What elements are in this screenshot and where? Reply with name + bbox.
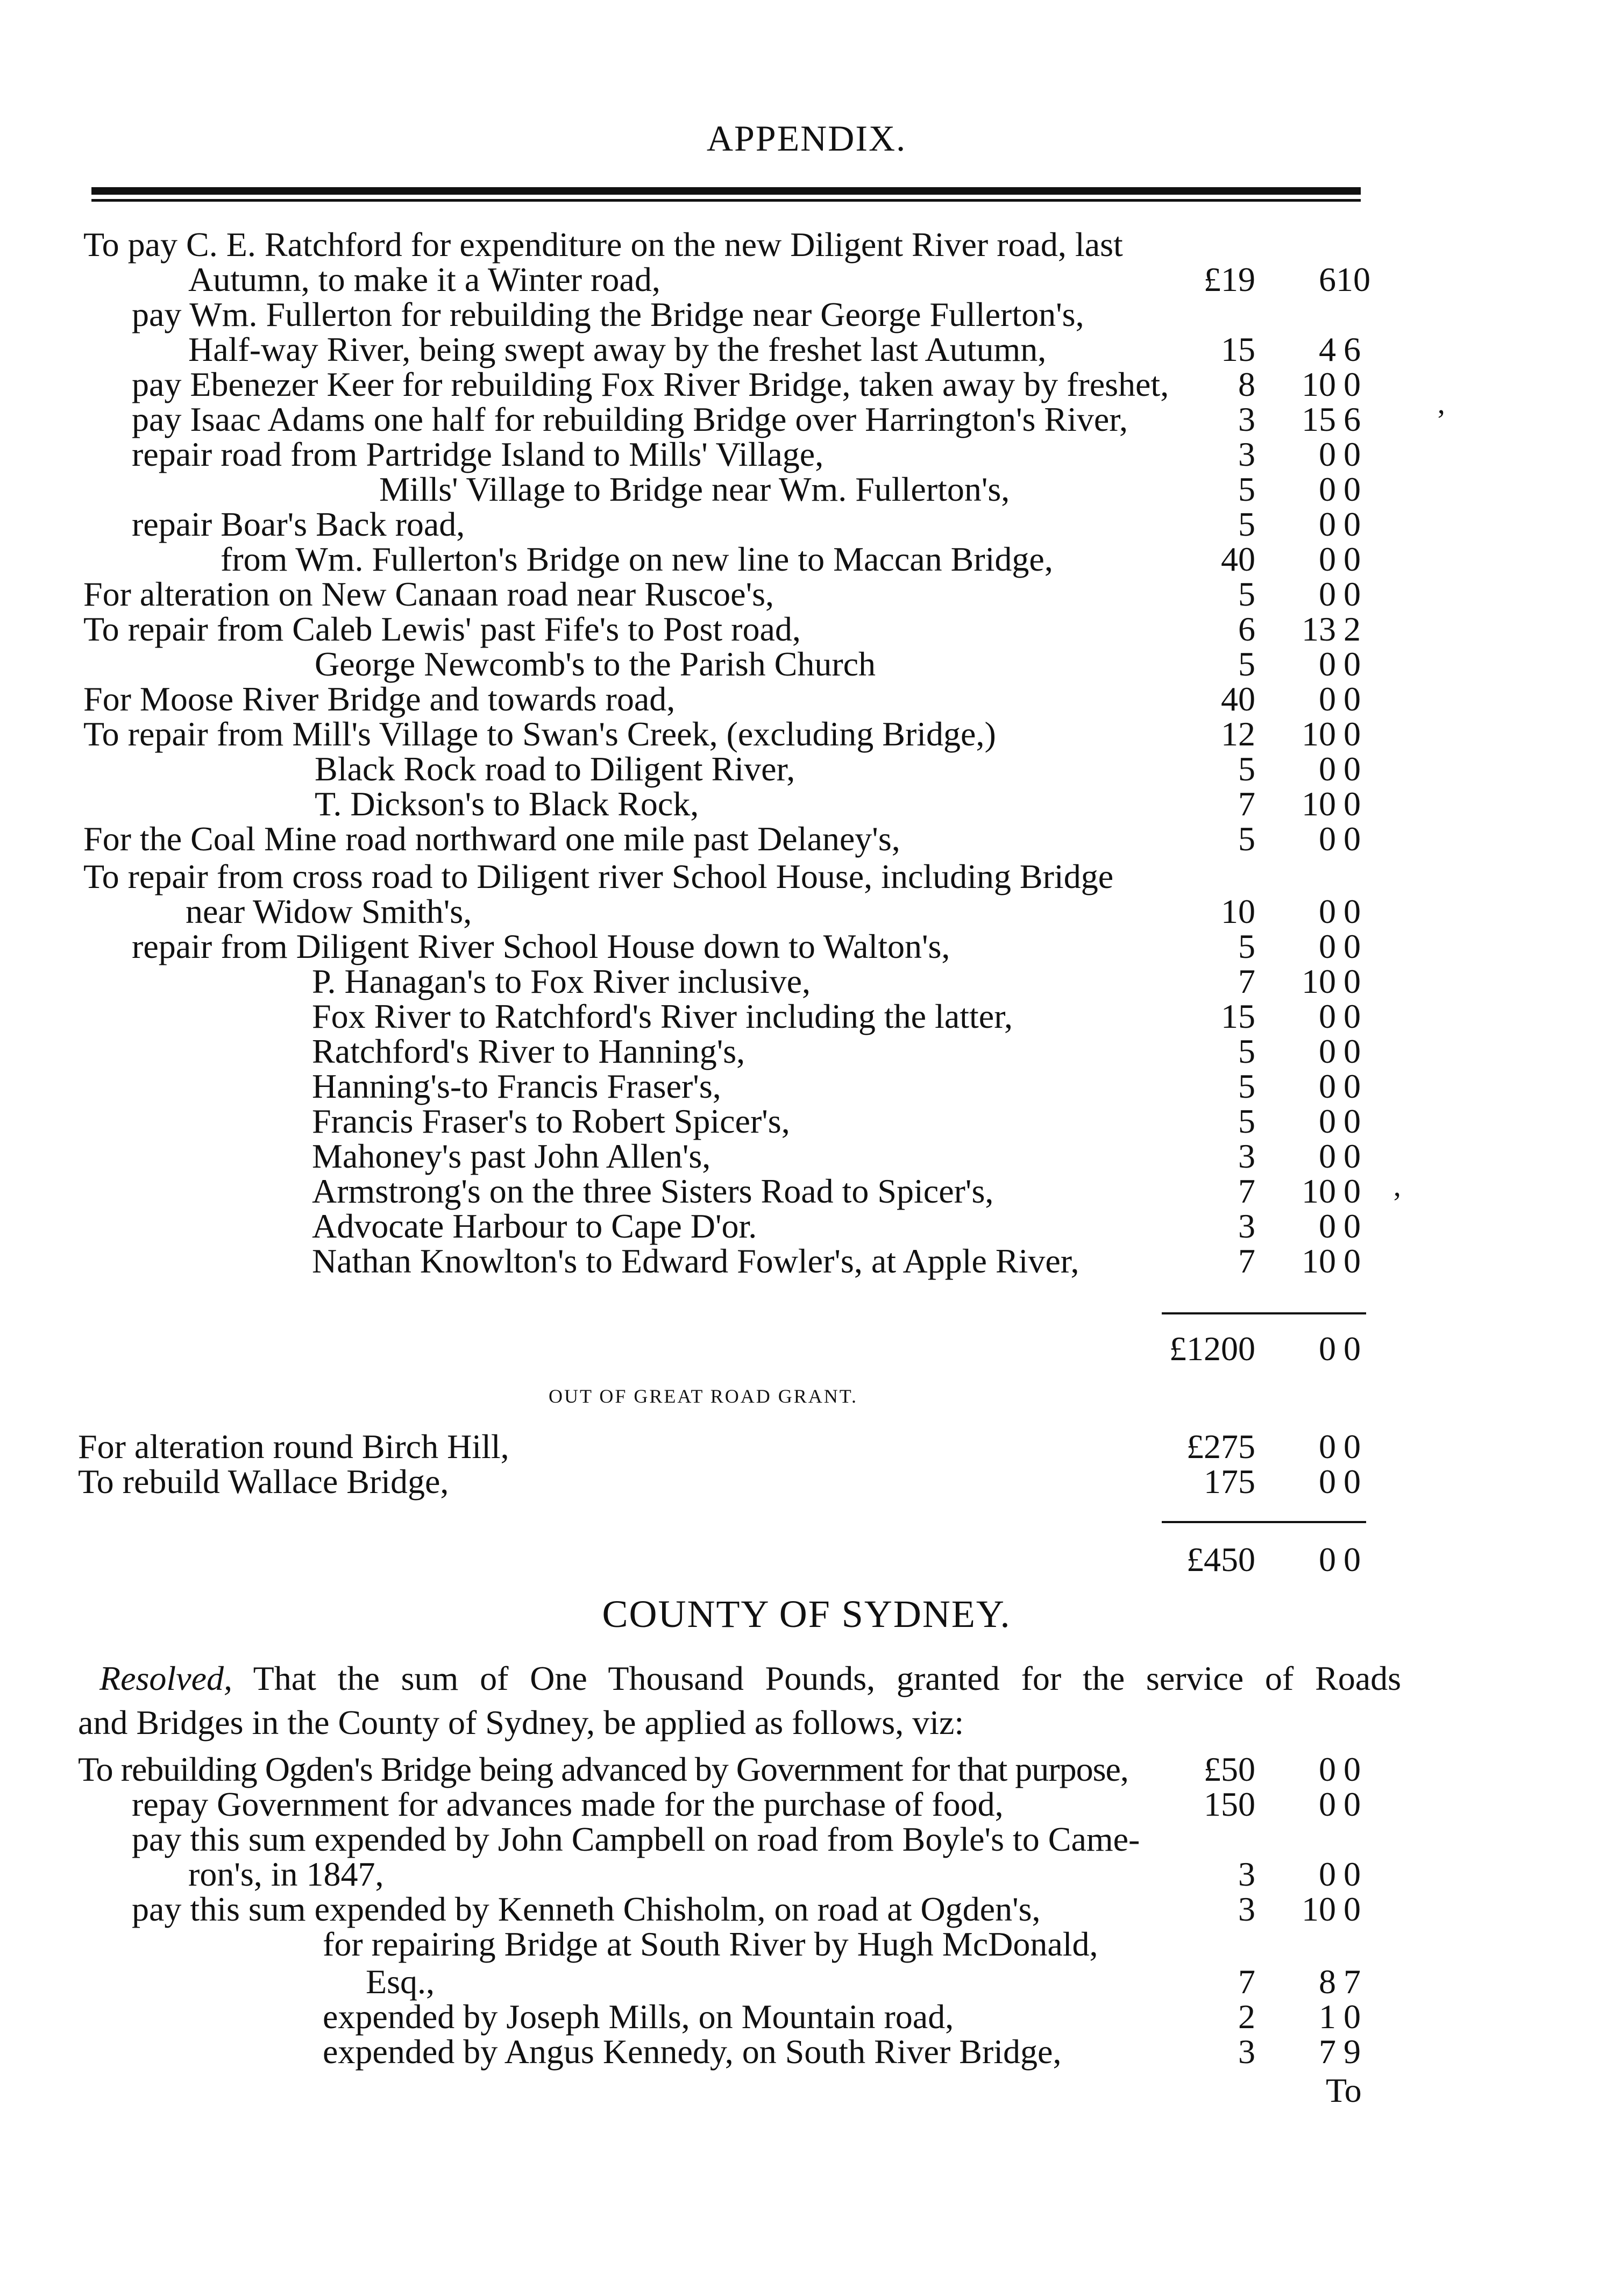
total-pounds: £450	[1186, 1540, 1255, 1579]
entry-label: for repairing Bridge at South River by Hugh McDonald,	[323, 1925, 1098, 1963]
entry-row	[0, 1240, 1613, 1283]
entry-label: pay this sum expended by John Campbell on road from Boyle's to Came-	[132, 1820, 1140, 1858]
amount-shillings: 10	[1302, 1242, 1336, 1280]
amount-pence: 0	[1344, 1998, 1361, 2036]
amount-pence: 0	[1344, 1067, 1361, 1105]
amount-pence: 0	[1344, 1750, 1361, 1788]
amount-pounds: 7	[1238, 1963, 1255, 2001]
margin-mark: ’	[1436, 404, 1446, 437]
amount-pounds: 175	[1204, 1462, 1255, 1501]
amount-pence: 0	[1344, 1172, 1361, 1210]
amount-pence: 0	[1344, 997, 1361, 1035]
amount-shillings: 0	[1319, 505, 1336, 543]
amount-pence: 0	[1344, 540, 1361, 578]
entry-label: pay this sum expended by Kenneth Chisholm, on road at Ogden's,	[132, 1890, 1041, 1928]
entry-label: from Wm. Fullerton's Bridge on new line to Maccan Bridge,	[221, 540, 1053, 578]
total-pence: 0	[1344, 1330, 1361, 1368]
entry-label: Esq.,	[366, 1963, 435, 2001]
amount-pounds: £275	[1186, 1427, 1255, 1466]
amount-pounds: 5	[1238, 645, 1255, 683]
amount-shillings: 0	[1319, 1462, 1336, 1501]
sum-rule	[1162, 1521, 1366, 1523]
amount-pounds: 3	[1238, 1890, 1255, 1928]
amount-pence: 0	[1344, 750, 1361, 788]
amount-pounds: 3	[1238, 1137, 1255, 1175]
amount-pence: 0	[1344, 820, 1361, 858]
amount-shillings: 6	[1319, 260, 1336, 298]
entry-label: pay Ebenezer Keer for rebuilding Fox River Bridge, taken away by freshet,	[132, 365, 1169, 403]
amount-shillings: 13	[1302, 610, 1336, 648]
entry-label: Advocate Harbour to Cape D'or.	[312, 1207, 757, 1245]
amount-pounds: 2	[1238, 1998, 1255, 2036]
margin-mark: ’	[1392, 1186, 1402, 1220]
county-heading: COUNTY OF SYDNEY.	[602, 1593, 1011, 1636]
amount-shillings: 10	[1302, 1890, 1336, 1928]
amount-pence: 0	[1344, 1137, 1361, 1175]
amount-pounds: £50	[1204, 1750, 1255, 1788]
amount-shillings: 0	[1319, 1067, 1336, 1105]
amount-pounds: 3	[1238, 1207, 1255, 1245]
entry-label: Autumn, to make it a Winter road,	[188, 260, 660, 298]
amount-pence: 0	[1344, 1242, 1361, 1280]
amount-pence: 0	[1344, 470, 1361, 508]
entry-label: To rebuild Wallace Bridge,	[78, 1462, 449, 1501]
entry-label: repair from Diligent River School House down to Walton's,	[132, 927, 950, 965]
entry-label: ron's, in 1847,	[188, 1855, 384, 1893]
amount-pence: 0	[1344, 715, 1361, 753]
catchword: To	[1326, 2071, 1362, 2109]
amount-pounds: 5	[1238, 927, 1255, 965]
amount-pounds: 5	[1238, 470, 1255, 508]
amount-pounds: 150	[1204, 1785, 1255, 1823]
amount-shillings: 0	[1319, 927, 1336, 965]
amount-shillings: 0	[1319, 1785, 1336, 1823]
amount-shillings: 0	[1319, 997, 1336, 1035]
entry-label: Fox River to Ratchford's River including the latter,	[312, 997, 1013, 1035]
amount-pounds: 6	[1238, 610, 1255, 648]
amount-pounds: 7	[1238, 962, 1255, 1000]
amount-shillings: 0	[1319, 1427, 1336, 1466]
total-pence: 0	[1344, 1540, 1361, 1579]
resolved-word: Resolved,	[100, 1659, 232, 1697]
amount-pence: 0	[1344, 645, 1361, 683]
total-shillings: 0	[1319, 1540, 1336, 1579]
amount-pence: 0	[1344, 785, 1361, 823]
amount-shillings: 0	[1319, 1032, 1336, 1070]
amount-shillings: 0	[1319, 540, 1336, 578]
entry-label: Half-way River, being swept away by the freshet last Autumn,	[188, 330, 1047, 368]
entry-label: pay Wm. Fullerton for rebuilding the Bridge near George Fullerton's,	[132, 295, 1084, 333]
amount-pounds: 3	[1238, 435, 1255, 473]
amount-shillings: 7	[1319, 2032, 1336, 2071]
amount-pounds: 15	[1221, 330, 1255, 368]
entry-row	[0, 1460, 1613, 1503]
entry-label: repair road from Partridge Island to Mills' Village,	[132, 435, 824, 473]
amount-pounds: 7	[1238, 785, 1255, 823]
entry-label: Armstrong's on the three Sisters Road to Spicer's,	[312, 1172, 994, 1210]
entry-label: To repair from cross road to Diligent river School House, including Bridge	[83, 857, 1114, 895]
amount-shillings: 0	[1319, 1102, 1336, 1140]
entry-label: To rebuilding Ogden's Bridge being advanced by Government for that purpose,	[78, 1750, 1128, 1788]
total-row	[0, 1327, 1613, 1370]
total-pounds: £1200	[1169, 1330, 1255, 1368]
total-row	[0, 1538, 1613, 1581]
amount-shillings: 0	[1319, 1750, 1336, 1788]
page-title: APPENDIX.	[706, 118, 907, 159]
amount-pence: 10	[1336, 260, 1370, 298]
entry-label: near Widow Smith's,	[186, 892, 472, 930]
amount-pounds: 40	[1221, 680, 1255, 718]
entry-label: expended by Joseph Mills, on Mountain road,	[323, 1998, 954, 2036]
amount-pounds: 15	[1221, 997, 1255, 1035]
amount-pence: 2	[1344, 610, 1361, 648]
resolution-line-1	[78, 1657, 1401, 1701]
title-rule-thin	[91, 199, 1361, 202]
section-subheading: OUT OF GREAT ROAD GRANT.	[549, 1385, 858, 1407]
amount-pence: 0	[1344, 1785, 1361, 1823]
amount-pence: 0	[1344, 680, 1361, 718]
title-rule-thick	[91, 187, 1361, 195]
entry-label: Francis Fraser's to Robert Spicer's,	[312, 1102, 790, 1140]
amount-pounds: 12	[1221, 715, 1255, 753]
resolution-text-2: and Bridges in the County of Sydney, be applied as follows, viz:	[78, 1703, 964, 1741]
amount-shillings: 0	[1319, 1137, 1336, 1175]
entry-label: For alteration on New Canaan road near Ruscoe's,	[83, 575, 774, 613]
entry-label: T. Dickson's to Black Rock,	[315, 785, 699, 823]
entry-label: Mills' Village to Bridge near Wm. Fullerton's,	[379, 470, 1010, 508]
amount-shillings: 10	[1302, 715, 1336, 753]
entry-label: Black Rock road to Diligent River,	[315, 750, 795, 788]
amount-shillings: 0	[1319, 435, 1336, 473]
amount-pence: 7	[1344, 1963, 1361, 2001]
amount-pence: 0	[1344, 1032, 1361, 1070]
amount-pounds: 5	[1238, 750, 1255, 788]
amount-pence: 0	[1344, 927, 1361, 965]
amount-pounds: 8	[1238, 365, 1255, 403]
amount-shillings: 0	[1319, 645, 1336, 683]
resolution-text-1: That the sum of One Thousand Pounds, granted for the service of Roads	[253, 1659, 1402, 1697]
entry-label: Hanning's-to Francis Fraser's,	[312, 1067, 721, 1105]
amount-pounds: £19	[1204, 260, 1255, 298]
amount-pounds: 3	[1238, 400, 1255, 438]
amount-shillings: 0	[1319, 1207, 1336, 1245]
amount-shillings: 0	[1319, 892, 1336, 930]
entry-label: Mahoney's past John Allen's,	[312, 1137, 711, 1175]
amount-shillings: 8	[1319, 1963, 1336, 2001]
amount-shillings: 0	[1319, 575, 1336, 613]
amount-pence: 0	[1344, 575, 1361, 613]
amount-pounds: 3	[1238, 1855, 1255, 1893]
entry-label: For Moose River Bridge and towards road,	[83, 680, 676, 718]
amount-pounds: 3	[1238, 2032, 1255, 2071]
amount-pence: 6	[1344, 330, 1361, 368]
entry-label: expended by Angus Kennedy, on South River Bridge,	[323, 2032, 1062, 2071]
amount-shillings: 4	[1319, 330, 1336, 368]
amount-pence: 6	[1344, 400, 1361, 438]
amount-pence: 0	[1344, 435, 1361, 473]
amount-shillings: 10	[1302, 962, 1336, 1000]
amount-shillings: 0	[1319, 470, 1336, 508]
amount-shillings: 1	[1319, 1998, 1336, 2036]
entry-label: Nathan Knowlton's to Edward Fowler's, at Apple River,	[312, 1242, 1079, 1280]
amount-shillings: 0	[1319, 1855, 1336, 1893]
amount-pounds: 5	[1238, 820, 1255, 858]
total-shillings: 0	[1319, 1330, 1336, 1368]
amount-shillings: 10	[1302, 785, 1336, 823]
entry-label: For alteration round Birch Hill,	[78, 1427, 509, 1466]
amount-shillings: 10	[1302, 1172, 1336, 1210]
amount-pounds: 10	[1221, 892, 1255, 930]
amount-pence: 0	[1344, 1462, 1361, 1501]
resolution-line-2	[78, 1701, 1401, 1745]
sum-rule	[1162, 1312, 1366, 1314]
entry-label: For the Coal Mine road northward one mile past Delaney's,	[83, 820, 900, 858]
amount-pence: 0	[1344, 1102, 1361, 1140]
entry-row	[0, 818, 1613, 861]
amount-pounds: 5	[1238, 505, 1255, 543]
entry-label: repay Government for advances made for the purchase of food,	[132, 1785, 1004, 1823]
amount-pence: 0	[1344, 1207, 1361, 1245]
amount-pence: 0	[1344, 1890, 1361, 1928]
amount-pence: 0	[1344, 1855, 1361, 1893]
amount-shillings: 0	[1319, 680, 1336, 718]
amount-shillings: 10	[1302, 365, 1336, 403]
amount-shillings: 0	[1319, 820, 1336, 858]
amount-pounds: 5	[1238, 575, 1255, 613]
amount-pounds: 40	[1221, 540, 1255, 578]
entry-row	[0, 1923, 1613, 1966]
entry-label: To repair from Mill's Village to Swan's Creek, (excluding Bridge,)	[83, 715, 996, 753]
entry-label: To repair from Caleb Lewis' past Fife's to Post road,	[83, 610, 801, 648]
amount-pence: 0	[1344, 505, 1361, 543]
amount-pence: 0	[1344, 892, 1361, 930]
resolution-paragraph	[78, 1657, 1401, 1745]
amount-pounds: 7	[1238, 1242, 1255, 1280]
amount-pence: 0	[1344, 365, 1361, 403]
entry-label: To pay C. E. Ratchford for expenditure on the new Diligent River road, last	[83, 225, 1123, 264]
amount-shillings: 0	[1319, 750, 1336, 788]
amount-pence: 0	[1344, 1427, 1361, 1466]
amount-shillings: 15	[1302, 400, 1336, 438]
amount-pence: 0	[1344, 962, 1361, 1000]
entry-label: pay Isaac Adams one half for rebuilding Bridge over Harrington's River,	[132, 400, 1128, 438]
entry-label: repair Boar's Back road,	[132, 505, 465, 543]
amount-pence: 9	[1344, 2032, 1361, 2071]
amount-pounds: 5	[1238, 1032, 1255, 1070]
amount-pounds: 5	[1238, 1102, 1255, 1140]
amount-pounds: 5	[1238, 1067, 1255, 1105]
entry-label: Ratchford's River to Hanning's,	[312, 1032, 745, 1070]
amount-pounds: 7	[1238, 1172, 1255, 1210]
entry-row	[0, 2030, 1613, 2073]
entry-label: P. Hanagan's to Fox River inclusive,	[312, 962, 811, 1000]
entry-label: George Newcomb's to the Parish Church	[315, 645, 876, 683]
